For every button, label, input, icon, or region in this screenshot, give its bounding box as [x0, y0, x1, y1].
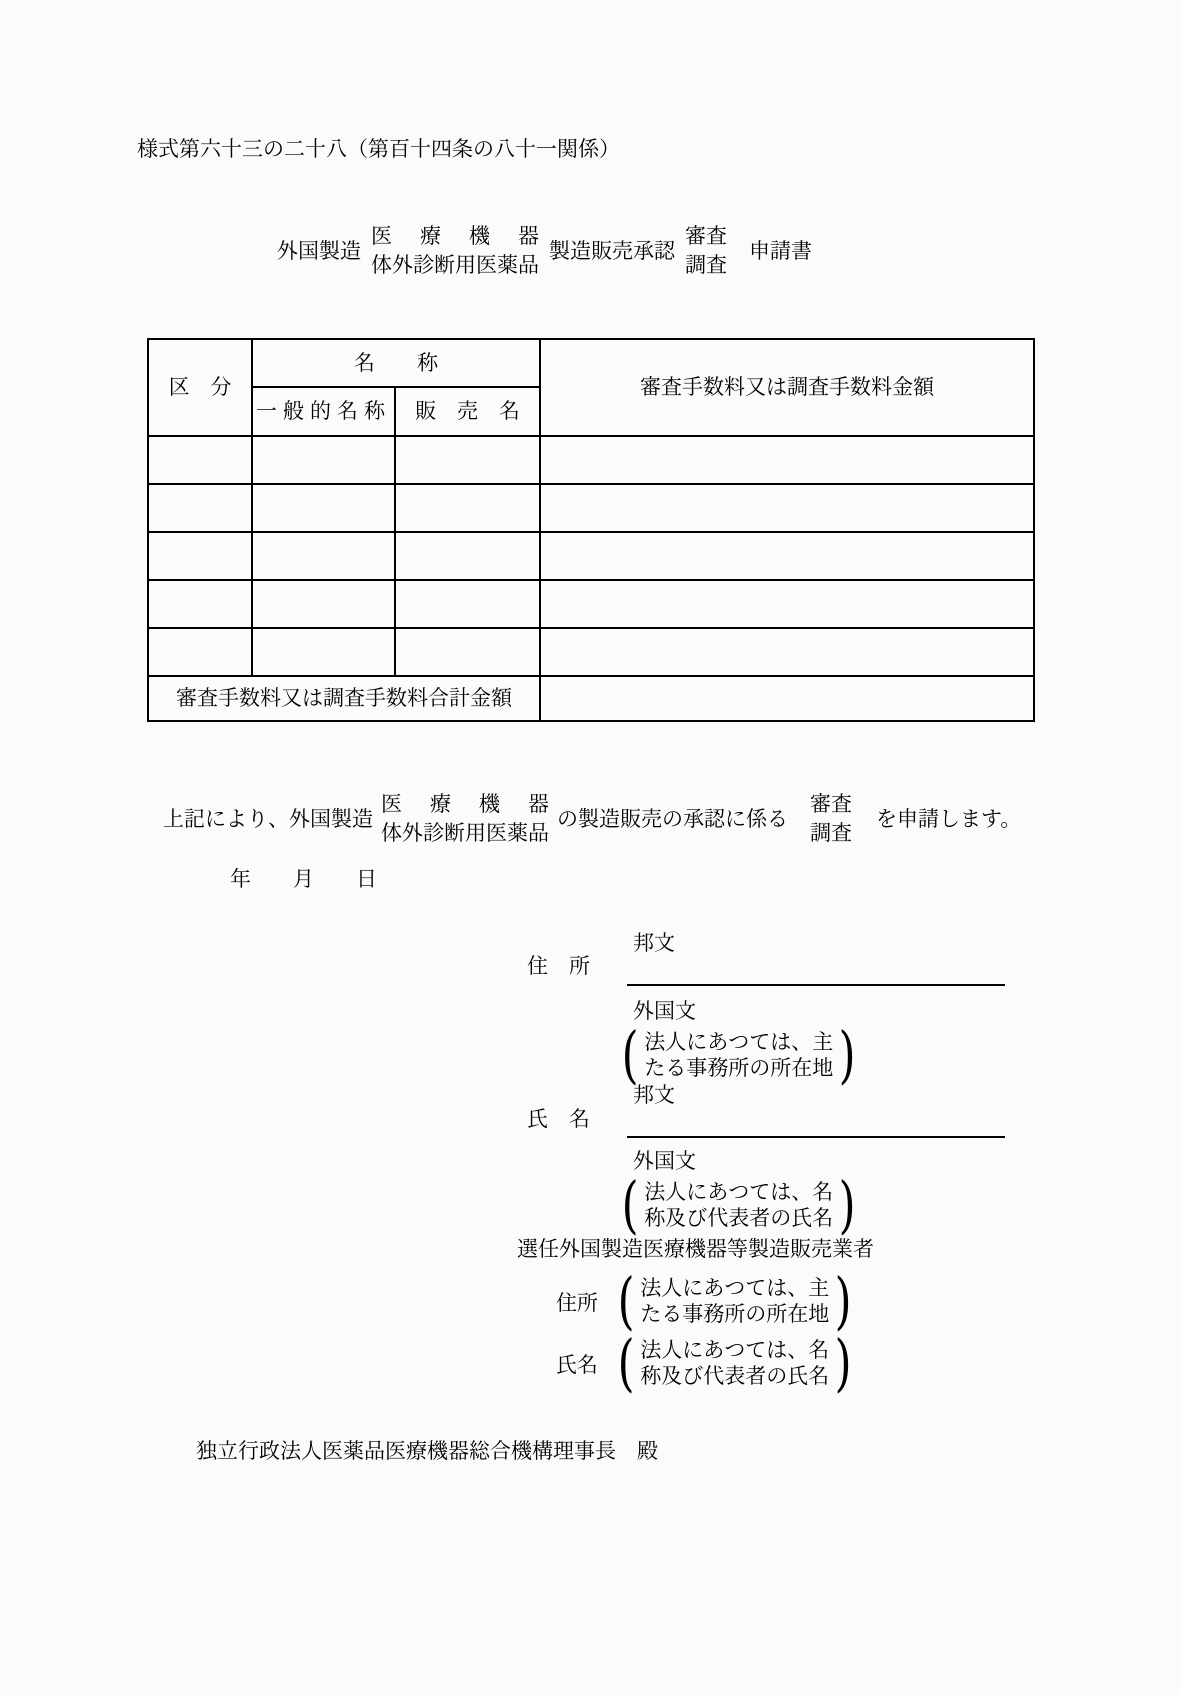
statement-device-line: 医 療 機 器 — [381, 792, 549, 816]
applicant-address-note-lines — [642, 1029, 835, 1081]
form-title — [277, 222, 812, 281]
designated-seller-name-note-line1: 法人にあつては、名 — [640, 1338, 830, 1362]
applicant-address-note-line1: 法人にあつては、主 — [644, 1030, 834, 1054]
col-header-name-group: 名 称 — [252, 339, 540, 387]
title-ivd-line: 体外診断用医薬品 — [371, 253, 539, 278]
fee-table-empty-cell — [540, 628, 1034, 676]
fee-table-empty-cell — [148, 628, 252, 676]
fee-table-empty-cell — [395, 532, 540, 580]
statement — [163, 790, 1021, 849]
fee-table-empty-cell — [395, 580, 540, 628]
fee-table-empty-cell — [395, 436, 540, 484]
applicant-name-label: 氏 名 — [527, 1107, 590, 1131]
fee-table-empty-cell — [252, 436, 395, 484]
applicant-address-note-line2: たる事務所の所在地 — [644, 1056, 834, 1080]
fee-table-footer — [148, 676, 1034, 721]
fee-table-empty-cell — [252, 580, 395, 628]
fee-table-empty-cell — [540, 580, 1034, 628]
fee-table-empty-cell — [395, 484, 540, 532]
col-header-fee: 審査手数料又は調査手数料金額 — [540, 339, 1034, 436]
applicant-address-label: 住 所 — [527, 954, 590, 978]
applicant-name-note-lines — [642, 1179, 835, 1231]
fee-table-empty-cell — [148, 484, 252, 532]
title-suffix: 申請書 — [749, 239, 812, 264]
title-prefix: 外国製造 — [277, 239, 361, 264]
applicant-address-foreign-label: 外国文 — [633, 999, 696, 1023]
statement-product-type-stack — [381, 790, 549, 849]
applicant-name-note-line1: 法人にあつては、名 — [644, 1180, 834, 1204]
fee-table-empty-cell — [148, 436, 252, 484]
fee-table-empty-rows — [148, 436, 1034, 676]
fee-table-empty-row — [148, 484, 1034, 532]
applicant-name-note-line2: 称及び代表者の氏名 — [644, 1206, 834, 1230]
designated-seller-address-label: 住所 — [556, 1291, 598, 1315]
date-line: 年 月 日 — [230, 867, 377, 891]
title-survey: 調査 — [685, 253, 727, 278]
recipient: 独立行政法人医薬品医療機器総合機構理事長 殿 — [196, 1439, 658, 1463]
col-header-generic-name: 一般的名称 — [252, 387, 395, 436]
fee-table-empty-cell — [395, 628, 540, 676]
fee-table-empty-cell — [252, 628, 395, 676]
total-value-cell — [540, 676, 1034, 721]
designated-seller-address-note-line1: 法人にあつては、主 — [640, 1276, 830, 1300]
open-paren: ( — [617, 1264, 635, 1337]
fee-table-empty-cell — [148, 532, 252, 580]
fee-table-header — [148, 339, 1034, 436]
statement-tail: を申請します。 — [876, 807, 1022, 832]
form-number: 様式第六十三の二十八（第百十四条の八十一関係） — [137, 137, 620, 161]
designated-seller-address-note — [614, 1264, 855, 1337]
title-approval: 製造販売承認 — [549, 239, 675, 264]
applicant-name-foreign-label: 外国文 — [633, 1149, 696, 1173]
fee-table-empty-cell — [540, 532, 1034, 580]
fee-table-total-row — [148, 676, 1034, 721]
title-review-survey-stack — [685, 222, 727, 281]
applicant-name-japanese-rule — [627, 1136, 1005, 1138]
statement-middle: の製造販売の承認に係る — [557, 807, 788, 832]
fee-table-empty-cell — [540, 436, 1034, 484]
fee-table-empty-cell — [540, 484, 1034, 532]
fee-table-empty-row — [148, 628, 1034, 676]
statement-ivd-line: 体外診断用医薬品 — [381, 821, 549, 846]
open-paren: ( — [621, 1018, 639, 1091]
statement-survey: 調査 — [810, 821, 852, 846]
designated-seller-name-label: 氏名 — [556, 1353, 598, 1377]
designated-seller-heading: 選任外国製造医療機器等製造販売業者 — [517, 1237, 874, 1261]
applicant-address-japanese-rule — [627, 984, 1005, 986]
statement-review: 審査 — [810, 792, 852, 816]
fee-table — [147, 338, 1035, 722]
title-product-type-stack — [371, 222, 539, 281]
applicant-name-japanese-label: 邦文 — [633, 1083, 675, 1107]
statement-review-survey-stack — [810, 790, 852, 849]
fee-table-empty-cell — [148, 580, 252, 628]
total-label-cell: 審査手数料又は調査手数料合計金額 — [148, 676, 540, 721]
designated-seller-name-note-lines — [638, 1337, 831, 1389]
close-paren: ) — [834, 1326, 852, 1399]
fee-table-empty-cell — [252, 532, 395, 580]
title-device-line: 医 療 機 器 — [371, 224, 539, 248]
close-paren: ) — [834, 1264, 852, 1337]
col-header-category: 区 分 — [148, 339, 252, 436]
col-header-brand-name: 販 売 名 — [395, 387, 540, 436]
fee-table-empty-cell — [252, 484, 395, 532]
statement-lead: 上記により、外国製造 — [163, 807, 373, 832]
title-review: 審査 — [685, 224, 727, 248]
fee-table-empty-row — [148, 532, 1034, 580]
applicant-address-note — [618, 1018, 859, 1091]
close-paren: ) — [838, 1168, 856, 1241]
fee-table-empty-row — [148, 436, 1034, 484]
designated-seller-name-note — [614, 1326, 855, 1399]
close-paren: ) — [838, 1018, 856, 1091]
designated-seller-address-note-line2: たる事務所の所在地 — [640, 1302, 830, 1326]
fee-table-header-row-1 — [148, 339, 1034, 387]
open-paren: ( — [621, 1168, 639, 1241]
fee-table-empty-row — [148, 580, 1034, 628]
designated-seller-address-note-lines — [638, 1275, 831, 1327]
open-paren: ( — [617, 1326, 635, 1399]
applicant-address-japanese-label: 邦文 — [633, 931, 675, 955]
applicant-name-note — [618, 1168, 859, 1241]
designated-seller-name-note-line2: 称及び代表者の氏名 — [640, 1364, 830, 1388]
